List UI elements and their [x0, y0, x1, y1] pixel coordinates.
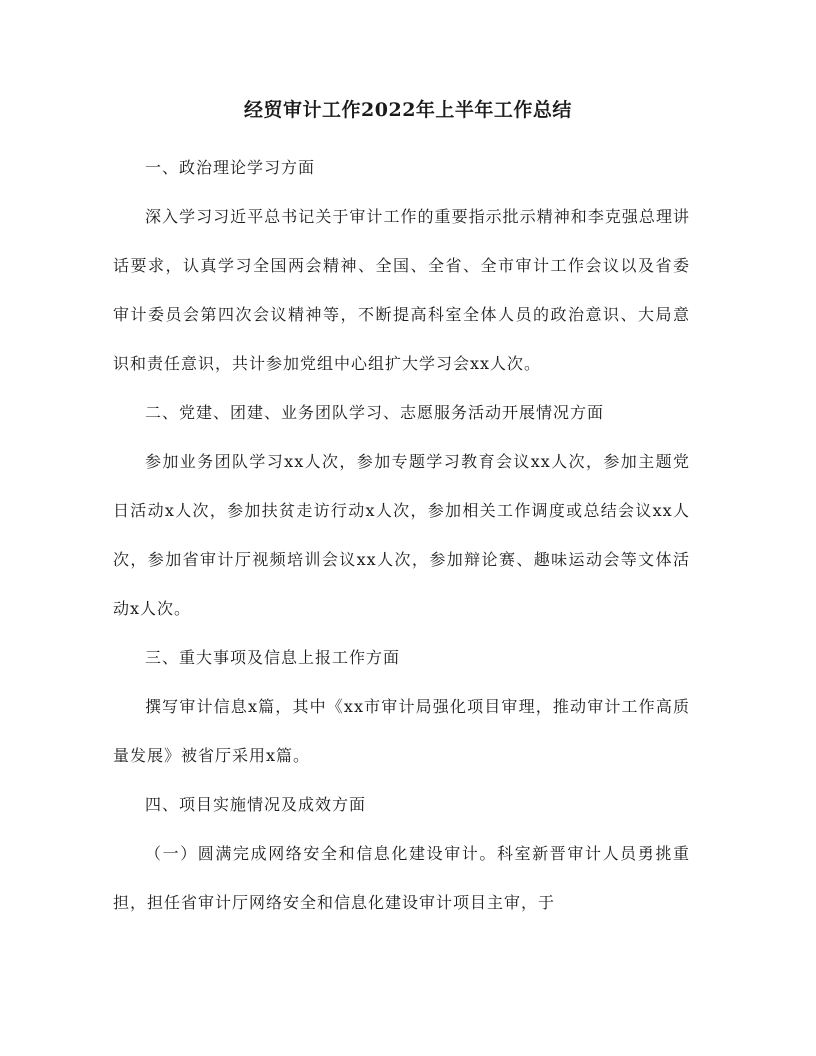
section-heading-3: 三、重大事项及信息上报工作方面	[145, 648, 401, 667]
paragraph-2: 参加业务团队学习xx人次，参加专题学习教育会议xx人次，参加主题党日活动x人次，参加扶贫走访行动x人次，参加相关工作调度或总结会议xx人次，参加省审计厅视频培训会议xx人次，参加辩论赛、趣味运动会等文体活动x人次。	[113, 452, 690, 618]
document-body	[113, 143, 690, 927]
paragraph-4: （一）圆满完成网络安全和信息化建设审计。科室新晋审计人员勇挑重担，担任省审计厅网络安全和信息化建设审计项目主审，于	[113, 844, 690, 912]
paragraph-1: 深入学习习近平总书记关于审计工作的重要指示批示精神和李克强总理讲话要求，认真学习全国两会精神、全国、全省、全市审计工作会议以及省委审计委员会第四次会议精神等，不断提高科室全体人员的政治意识、大局意识和责任意识，共计参加党组中心组扩大学习会xx人次。	[113, 207, 690, 373]
section-heading-2: 二、党建、团建、业务团队学习、志愿服务活动开展情况方面	[145, 403, 605, 422]
paragraph-3: 撰写审计信息x篇，其中《xx市审计局强化项目审理，推动审计工作高质量发展》被省厅采用x篇。	[113, 697, 690, 765]
document-title: 经贸审计工作2022年上半年工作总结	[244, 99, 572, 121]
section-heading-4: 四、项目实施情况及成效方面	[145, 795, 367, 814]
section-heading-1: 一、政治理论学习方面	[145, 158, 316, 177]
